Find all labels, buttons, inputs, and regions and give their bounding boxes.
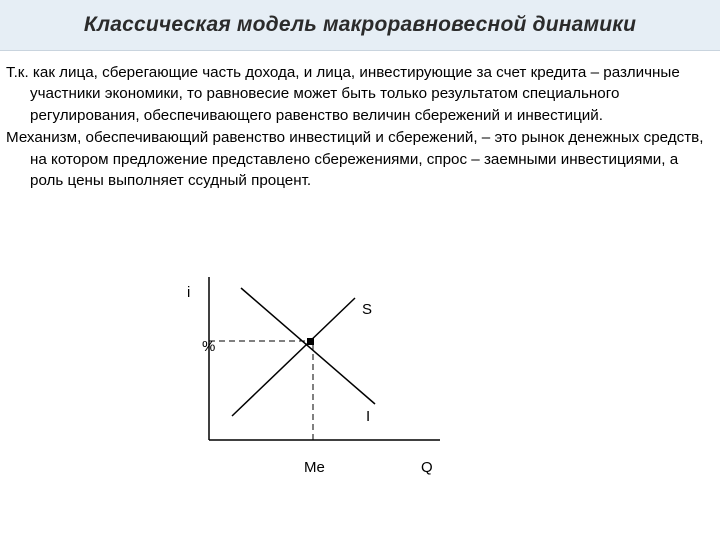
demand-curve-label: I [366,408,371,425]
equilibrium-quantity-label: Me [304,459,325,476]
equilibrium-point [307,338,314,345]
slide-title: Классическая модель макроравновесной динамики [83,13,637,36]
y-axis-label: i [187,284,191,301]
x-axis-label: Q [421,459,433,476]
investment-curve-i [241,288,375,404]
paragraph-savings-investment: Т.к. как лица, сберегающие часть дохода, и лица, инвестирующие за счет кредита – различные участники экономики, то равновесие может быть только результатом специального регулирования, обеспечивающего равенство величин сбережений и инвестиций. [6,64,680,124]
supply-curve-label: S [362,301,373,318]
paragraph-money-market: Механизм, обеспечивающий равенство инвестиций и сбережений, – это рынок денежных средств, на котором предложение представлено сбережениями, спрос – заемными инвестициями, а роль цены выполняет ссудный процент. [6,129,704,190]
savings-curve-s [232,298,355,416]
equilibrium-rate-label: % [202,338,216,355]
